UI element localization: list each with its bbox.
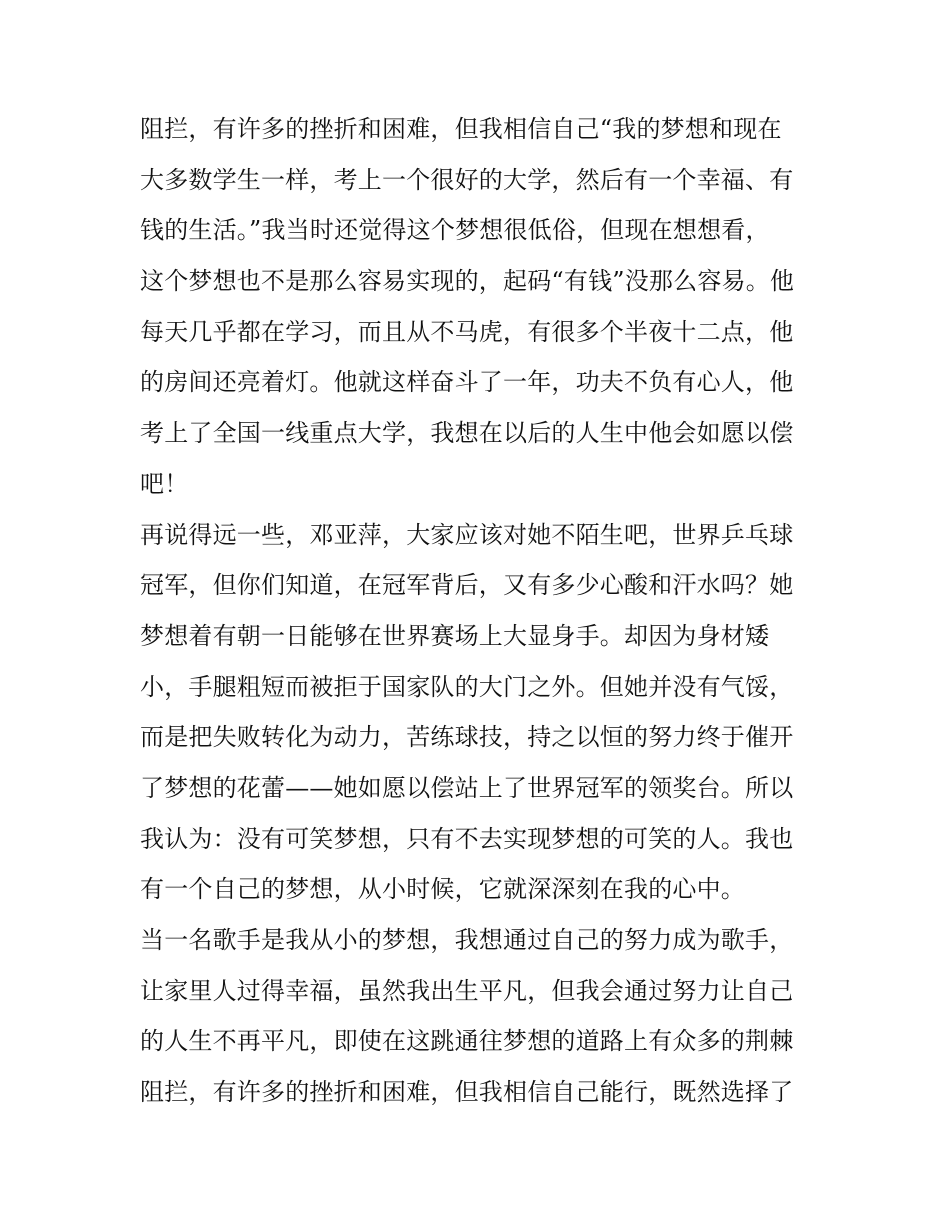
text-line-14: 了梦想的花蕾——她如愿以偿站上了世界冠军的领奖台。所以 (140, 773, 794, 802)
body-text (140, 104, 830, 1118)
text-line-10: 冠军，但你们知道，在冠军背后，又有多少心酸和汗水吗？她 (140, 571, 794, 600)
text-line-4: 这个梦想也不是那么容易实现的，起码“有钱”没那么容易。他 (140, 267, 795, 296)
text-line-15: 我认为：没有可笑梦想，只有不去实现梦想的可笑的人。我也 (140, 824, 794, 853)
text-line-1: 阻拦，有许多的挫折和困难，但我相信自己“我的梦想和现在 (140, 115, 782, 143)
text-line-6: 的房间还亮着灯。他就这样奋斗了一年，功夫不负有心人，他 (140, 368, 794, 397)
text-line-13: 而是把失败转化为动力，苦练球技，持之以恒的努力终于催开 (140, 723, 794, 752)
text-line-5: 每天几乎都在学习，而且从不马虎，有很多个半夜十二点，他 (140, 317, 794, 346)
text-line-3: 钱的生活。”我当时还觉得这个梦想很低俗，但现在想想看， (140, 216, 770, 245)
text-line-2: 大多数学生一样，考上一个很好的大学，然后有一个幸福、有 (140, 165, 794, 194)
text-line-18: 让家里人过得幸福，虽然我出生平凡，但我会通过努力让自己 (140, 976, 794, 1005)
text-line-20: 阻拦，有许多的挫折和困难，但我相信自己能行，既然选择了 (140, 1078, 794, 1107)
text-line-12: 小，手腿粗短而被拒于国家队的大门之外。但她并没有气馁， (140, 672, 794, 701)
text-line-9: 再说得远一些，邓亚萍，大家应该对她不陌生吧，世界乒乓球 (140, 520, 794, 549)
text-line-19: 的人生不再平凡，即使在这跳通往梦想的道路上有众多的荆棘 (140, 1027, 794, 1056)
text-line-11: 梦想着有朝一日能够在世界赛场上大显身手。却因为身材矮 (140, 621, 770, 650)
text-line-7: 考上了全国一线重点大学，我想在以后的人生中他会如愿以偿 (140, 419, 794, 448)
text-line-8: 吧！ (140, 469, 189, 498)
text-line-16: 有一个自己的梦想，从小时候，它就深深刻在我的心中。 (140, 875, 745, 904)
text-line-17: 当一名歌手是我从小的梦想，我想通过自己的努力成为歌手， (140, 926, 794, 954)
